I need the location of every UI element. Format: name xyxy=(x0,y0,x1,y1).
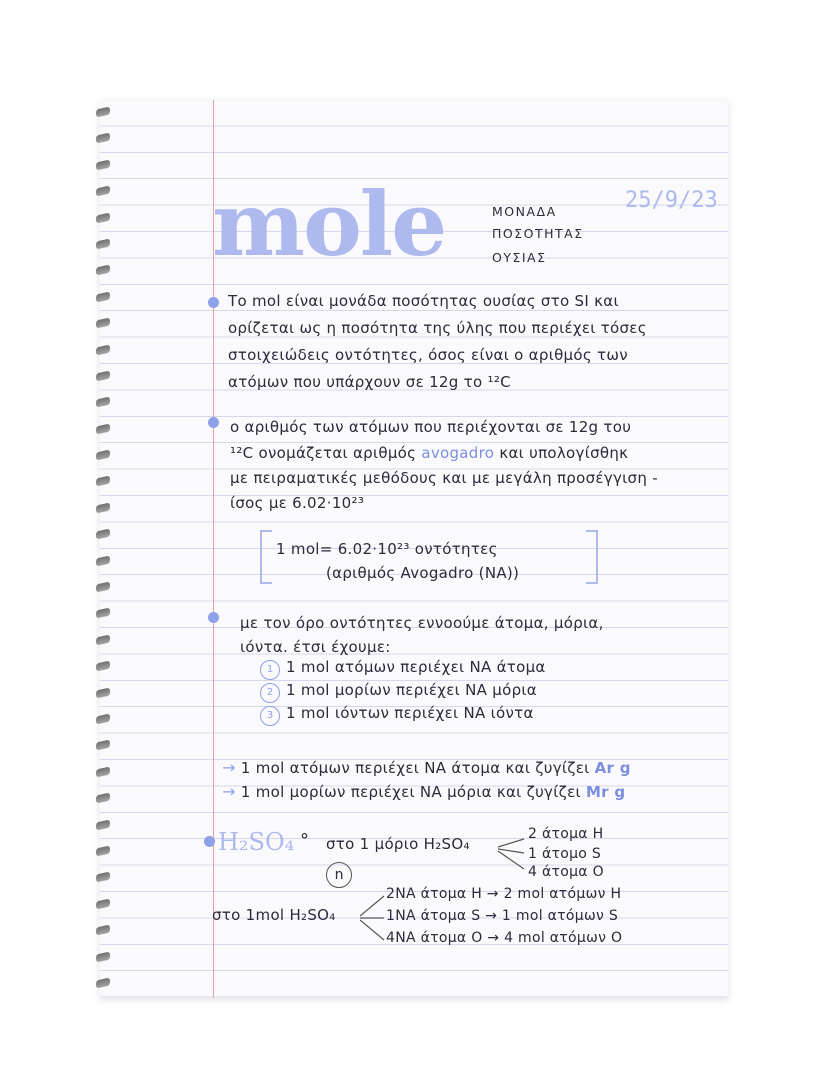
para2-line-2: ¹²C ονομάζεται αριθμός avogadro και υπολογίσθηκ xyxy=(230,444,629,462)
unit-line-2: ΠΟΣΟΤΗΤΑΣ xyxy=(492,226,584,241)
unit-line-1: ΜΟΝΑΔΑ xyxy=(492,204,557,219)
h2so4-formula: H₂SO₄ xyxy=(218,828,295,856)
item-number-1: 1 xyxy=(260,660,280,680)
branch-lines xyxy=(498,835,526,875)
item-number-2: 2 xyxy=(260,683,280,703)
para1-line-4: ατόμων που υπάρχουν σε 12g το ¹²C xyxy=(228,373,511,391)
spiral-binding xyxy=(96,108,114,993)
para2-line-3: με πειραματικές μεθόδους και με μεγάλη προσέγγιση - xyxy=(230,469,658,487)
mol-row-s: 1NA άτομα S → 1 mol ατόμων S xyxy=(386,908,619,924)
molecule-label: στο 1 μόριο H₂SO₄ xyxy=(326,835,470,853)
atoms-o: 4 άτομα O xyxy=(528,864,604,880)
para1-line-2: ορίζεται ως η ποσότητα της ύλης που περιέχει τόσες xyxy=(228,319,647,337)
item-2: 1 mol μορίων περιέχει NA μόρια xyxy=(286,681,537,699)
para2-line-4: ίσος με 6.02·10²³ xyxy=(230,494,365,512)
bullet-4 xyxy=(204,836,215,847)
arrow-line-1: → 1 mol ατόμων περιέχει NA άτομα και ζυγίζει Ar g xyxy=(222,758,631,777)
box-line-2: (αριθμός Avogadro (NA)) xyxy=(326,564,520,582)
para3-line-2: ιόντα. έτσι έχουμε: xyxy=(240,638,391,656)
bullet-1 xyxy=(208,297,219,308)
bullet-3 xyxy=(208,612,219,623)
atoms-s: 1 άτομο S xyxy=(528,846,602,862)
page-title: mole xyxy=(212,172,446,276)
mol-label: στο 1mol H₂SO₄ xyxy=(212,906,336,924)
n-symbol: n xyxy=(326,862,352,888)
bracket-left xyxy=(260,530,272,584)
date: 25/9/23 xyxy=(625,188,718,213)
para2-line-1: ο αριθμός των ατόμων που περιέχονται σε 12g του xyxy=(230,418,632,436)
branch-lines-mol xyxy=(360,894,386,944)
item-1: 1 mol ατόμων περιέχει NA άτομα xyxy=(286,658,546,676)
arrow-right-icon: → xyxy=(222,782,236,801)
mol-row-h: 2NA άτομα H → 2 mol ατόμων H xyxy=(386,886,622,902)
bracket-right xyxy=(586,530,598,584)
notebook-page xyxy=(100,100,728,998)
para1-line-3: στοιχειώδεις οντότητες, όσος είναι ο αριθμός των xyxy=(228,346,628,364)
item-3: 1 mol ιόντων περιέχει NA ιόντα xyxy=(286,704,534,722)
para3-line-1: με τον όρο οντότητες εννοούμε άτομα, μόρια, xyxy=(240,614,604,632)
atoms-h: 2 άτομα H xyxy=(528,826,604,842)
bullet-2 xyxy=(208,417,219,428)
box-line-1: 1 mol= 6.02·10²³ οντότητες xyxy=(276,540,498,558)
arrow-right-icon: → xyxy=(222,758,236,777)
colon-mark: ° xyxy=(300,830,310,851)
unit-line-3: ΟΥΣΙΑΣ xyxy=(492,250,547,265)
para1-line-1: Το mol είναι μονάδα ποσότητας ουσίας στο SI και xyxy=(228,292,619,310)
mol-row-o: 4NA άτομα O → 4 mol ατόμων O xyxy=(386,930,623,946)
item-number-3: 3 xyxy=(260,706,280,726)
arrow-line-2: → 1 mol μορίων περιέχει NA μόρια και ζυγίζει Mr g xyxy=(222,782,626,801)
